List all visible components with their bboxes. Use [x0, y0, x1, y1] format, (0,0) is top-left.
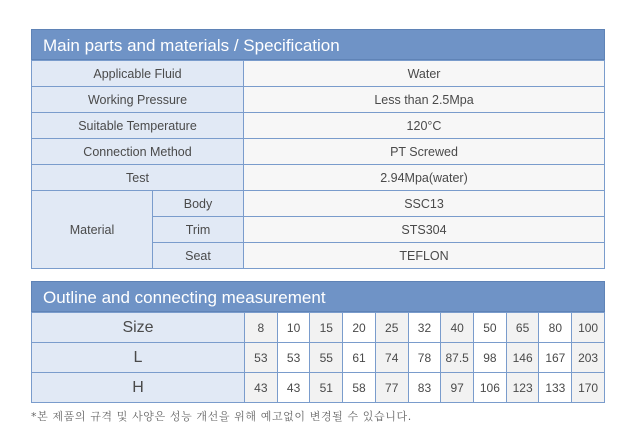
material-part-name: Body [153, 191, 244, 217]
spec-label: Suitable Temperature [32, 113, 244, 139]
table-row [32, 139, 605, 165]
measurement-cell: 133 [539, 373, 572, 403]
material-label: Material [32, 191, 153, 269]
measurement-cell: 123 [506, 373, 539, 403]
table-row [32, 87, 605, 113]
material-part-value: SSC13 [244, 191, 605, 217]
measurement-cell: 58 [343, 373, 376, 403]
measurement-cell: 53 [245, 343, 278, 373]
measurement-row-label: L [32, 343, 245, 373]
measurement-cell: 106 [474, 373, 507, 403]
spec-label: Applicable Fluid [32, 61, 244, 87]
spec-label: Connection Method [32, 139, 244, 165]
material-part-value: STS304 [244, 217, 605, 243]
table-row [32, 191, 605, 217]
spec-table [31, 60, 605, 269]
measurement-cell: 77 [375, 373, 408, 403]
table-row [32, 343, 605, 373]
measurement-cell: 167 [539, 343, 572, 373]
spec-value: PT Screwed [244, 139, 605, 165]
measurement-cell: 100 [572, 313, 605, 343]
spec-value: Water [244, 61, 605, 87]
spec-value: 120°C [244, 113, 605, 139]
measurement-cell: 43 [245, 373, 278, 403]
spec-value: 2.94Mpa(water) [244, 165, 605, 191]
footnote: *본 제품의 규격 및 사양은 성능 개선을 위해 예고없이 변경될 수 있습니다. [31, 410, 412, 423]
table-row [32, 313, 605, 343]
table-row [32, 373, 605, 403]
spec-value: Less than 2.5Mpa [244, 87, 605, 113]
measurement-cell: 80 [539, 313, 572, 343]
measurement-cell: 78 [408, 343, 441, 373]
spec-title: Main parts and materials / Specification [31, 29, 605, 60]
measurement-cell: 53 [277, 343, 310, 373]
measurement-cell: 15 [310, 313, 343, 343]
measurement-cell: 65 [506, 313, 539, 343]
measurement-cell: 51 [310, 373, 343, 403]
measurement-row-label: Size [32, 313, 245, 343]
measurement-cell: 61 [343, 343, 376, 373]
material-part-name: Trim [153, 217, 244, 243]
measurement-cell: 97 [441, 373, 474, 403]
measurement-section [31, 281, 605, 403]
measurement-cell: 40 [441, 313, 474, 343]
table-row [32, 113, 605, 139]
measurement-cell: 10 [277, 313, 310, 343]
measurement-row-label: H [32, 373, 245, 403]
measurement-cell: 98 [474, 343, 507, 373]
measurement-cell: 170 [572, 373, 605, 403]
measurement-cell: 8 [245, 313, 278, 343]
spec-section [31, 29, 605, 269]
measurement-cell: 55 [310, 343, 343, 373]
measurement-cell: 32 [408, 313, 441, 343]
measurement-cell: 25 [375, 313, 408, 343]
measurement-cell: 203 [572, 343, 605, 373]
measurement-cell: 43 [277, 373, 310, 403]
table-row [32, 165, 605, 191]
material-part-name: Seat [153, 243, 244, 269]
measurement-cell: 87.5 [441, 343, 474, 373]
measurement-cell: 146 [506, 343, 539, 373]
material-part-value: TEFLON [244, 243, 605, 269]
measurement-cell: 74 [375, 343, 408, 373]
measurement-title: Outline and connecting measurement [31, 281, 605, 312]
measurement-cell: 50 [474, 313, 507, 343]
table-row [32, 61, 605, 87]
measurement-cell: 20 [343, 313, 376, 343]
measurement-cell: 83 [408, 373, 441, 403]
measurement-table [31, 312, 605, 403]
spec-label: Test [32, 165, 244, 191]
spec-label: Working Pressure [32, 87, 244, 113]
